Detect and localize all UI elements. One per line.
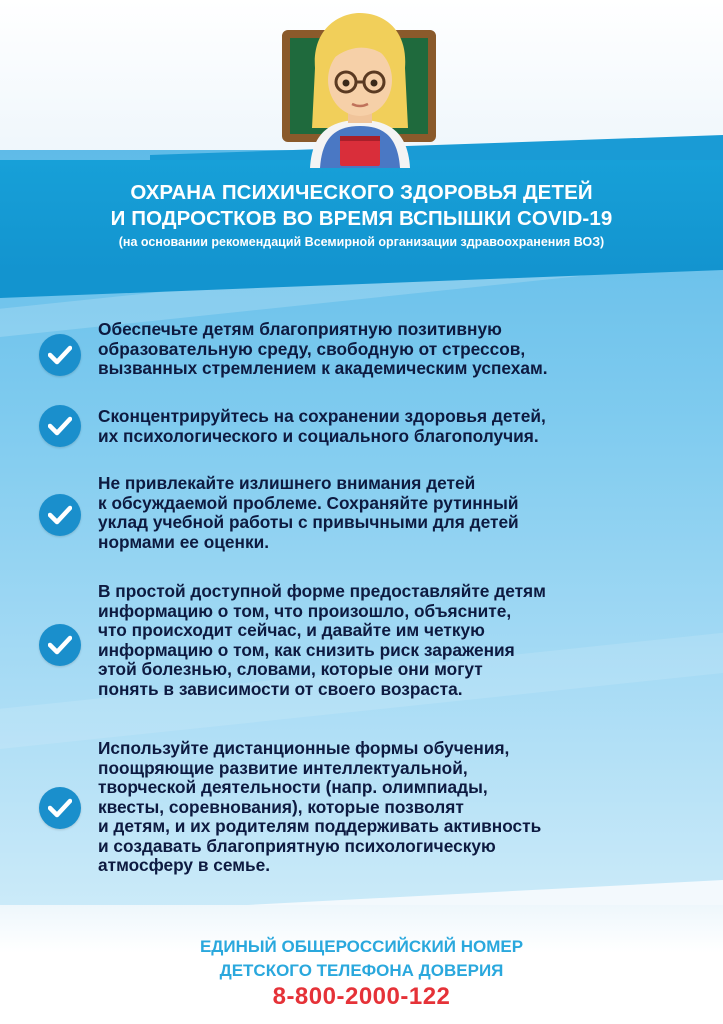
check-circle-icon <box>39 624 81 666</box>
recommendation-line: В простой доступной форме предоставляйте детям <box>98 581 546 601</box>
recommendation-line: Не привлекайте излишнего внимания детей <box>98 473 476 493</box>
recommendation-line: и детям, и их родителям поддерживать активность <box>98 816 542 836</box>
recommendation-line: Обеспечьте детям благоприятную позитивную <box>98 319 502 339</box>
recommendation-line: нормами ее оценки. <box>98 531 270 552</box>
title-line-2: И ПОДРОСТКОВ ВО ВРЕМЯ ВСПЫШКИ COVID-19 <box>110 207 613 230</box>
check-circle-icon <box>39 334 81 376</box>
recommendation-line: к обсуждаемой проблеме. Сохраняйте рутинный <box>98 492 519 513</box>
teacher-emoji-icon <box>290 8 430 168</box>
recommendation-line: квесты, соревнования), которые позволят <box>98 796 464 817</box>
recommendation-line: атмосферу в семье. <box>98 855 271 875</box>
recommendation-line: творческой деятельности (напр. олимпиады, <box>98 777 488 797</box>
recommendation-line: этой болезнью, словами, которые они могут <box>98 659 483 679</box>
recommendation-line: информацию о том, как снизить риск заражения <box>98 639 515 660</box>
recommendation-line: уклад учебной работы с привычными для детей <box>98 512 519 532</box>
recommendation-line: поощряющие развитие интеллектуальной, <box>98 757 468 778</box>
recommendation-line: понять в зависимости от своего возраста. <box>98 678 463 699</box>
check-circle-icon <box>39 494 81 536</box>
recommendation-1 <box>98 320 698 379</box>
recommendation-5 <box>98 739 698 876</box>
recommendation-line: вызванных стремлением к академическим успехам. <box>98 358 548 378</box>
recommendation-line: Используйте дистанционные формы обучения, <box>98 738 510 758</box>
recommendation-4 <box>98 582 698 699</box>
recommendation-line: образовательную среду, свободную от стрессов, <box>98 338 526 359</box>
check-circle-icon <box>39 787 81 829</box>
hotline-phone[interactable]: 8-800-2000-122 <box>272 983 451 1010</box>
recommendation-line: и создавать благоприятную психологическую <box>98 835 496 856</box>
page-title <box>0 180 723 232</box>
recommendation-line: их психологического и социального благополучия. <box>98 425 539 446</box>
recommendation-3 <box>98 474 698 552</box>
banner-angled-bottom <box>0 268 723 308</box>
check-circle-icon <box>39 405 81 447</box>
hotline-line-2: ДЕТСКОГО ТЕЛЕФОНА ДОВЕРИЯ <box>219 961 504 980</box>
recommendation-line: Сконцентрируйтесь на сохранении здоровья детей, <box>98 406 546 426</box>
recommendation-line: информацию о том, что произошло, объясните, <box>98 600 512 621</box>
recommendation-line: что происходит сейчас, и давайте им четкую <box>98 620 485 640</box>
title-line-1: ОХРАНА ПСИХИЧЕСКОГО ЗДОРОВЬЯ ДЕТЕЙ <box>130 181 593 204</box>
page-subtitle: (на основании рекомендаций Всемирной организации здравоохранения ВОЗ) <box>118 235 605 249</box>
recommendation-2 <box>98 407 698 446</box>
hotline-line-1: ЕДИНЫЙ ОБЩЕРОССИЙСКИЙ НОМЕР <box>199 937 524 956</box>
